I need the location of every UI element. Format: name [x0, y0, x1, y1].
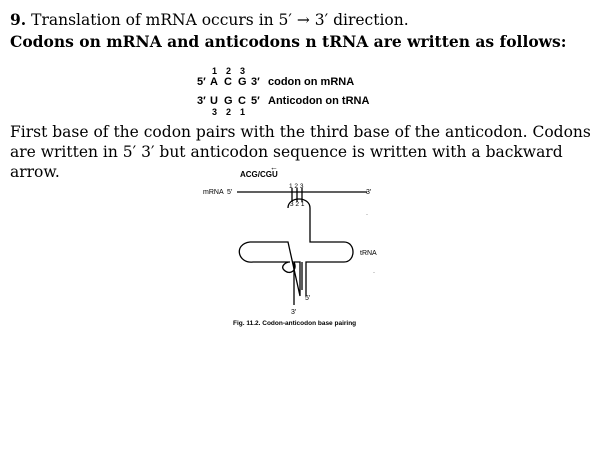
heading-text: Translation of mRNA occurs in 5′ → 3′ direction.	[31, 11, 409, 29]
mrna-5-end: 5′	[197, 76, 206, 88]
stray-mark-1: ·	[366, 212, 368, 218]
trna-5-end: 5′	[251, 95, 260, 107]
fig-mrna-5: 5′	[227, 189, 233, 196]
mrna-3-end: 3′	[251, 76, 260, 88]
anticodon-number-2: 2	[226, 107, 232, 117]
trna-3-end: 3′	[197, 95, 206, 107]
trna-base-1: U	[210, 95, 218, 107]
figure-caption: Fig. 11.2. Codon-anticodon base pairing	[233, 320, 357, 327]
fig-trna-label: tRNA	[360, 250, 377, 257]
codon-number-1: 1	[212, 66, 218, 76]
trna-base-2: G	[224, 95, 233, 107]
codon-number-3: 3	[240, 66, 246, 76]
trna-cloverleaf	[239, 199, 353, 296]
trna-base-3: C	[238, 95, 246, 107]
explanation-paragraph: First base of the codon pairs with the third base of the anticodon. Codons are written in 5′ 3′ but anticodon sequence is written with a backward arrow.	[10, 123, 591, 181]
item-number: 9.	[10, 10, 27, 29]
mrna-codon-label: codon on mRNA	[268, 76, 355, 88]
backward-arrow: ←	[270, 163, 278, 172]
anticodon-number-1: 1	[240, 107, 246, 117]
mrna-base-2: C	[224, 76, 232, 88]
subheading: Codons on mRNA and anticodons n tRNA are written as follows:	[10, 32, 567, 51]
fig-anticodon-numbers: 3 2 1	[290, 201, 305, 208]
fig-codon-numbers: 1 2 3	[289, 183, 304, 190]
stray-mark-2: ·	[373, 270, 375, 276]
fig-mrna-3: 3′	[366, 189, 372, 196]
fig-trna-3: 3′	[291, 309, 297, 316]
trna-anticodon-label: Anticodon on tRNA	[268, 95, 370, 107]
fig-trna-5: 5′	[305, 295, 311, 302]
mrna-base-3: G	[238, 76, 247, 88]
sequence-label: ACG/CGU	[240, 170, 278, 179]
mrna-base-1: A	[210, 76, 218, 88]
codon-number-2: 2	[226, 66, 232, 76]
fig-mrna-label: mRNA	[203, 189, 224, 196]
anticodon-number-3: 3	[212, 107, 218, 117]
